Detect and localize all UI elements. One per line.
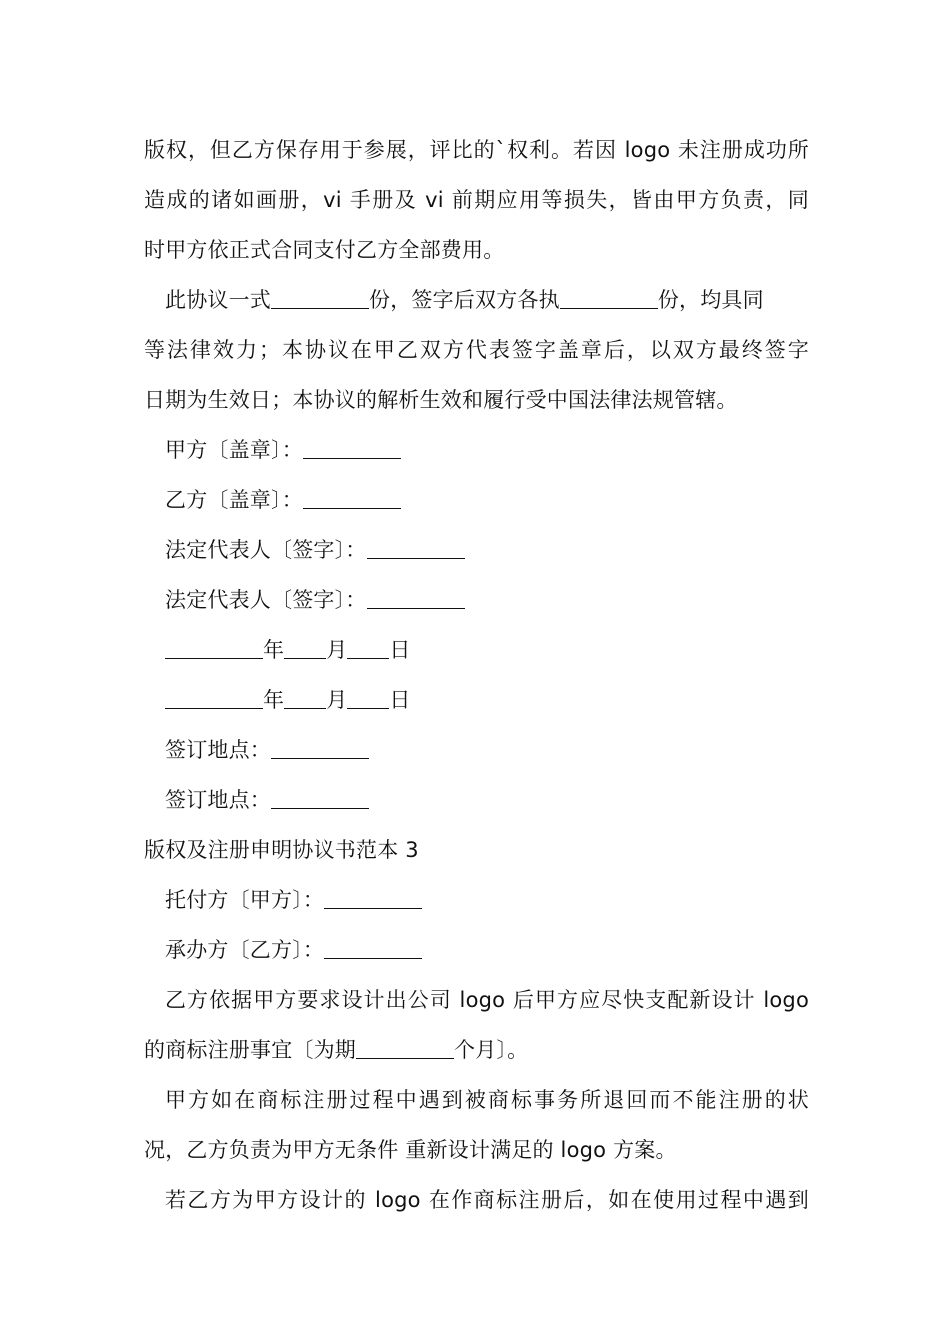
- fill-blank[interactable]: [367, 538, 465, 559]
- sign-place-line: [144, 725, 809, 775]
- signature-line-legal-rep: [144, 525, 809, 575]
- paragraph-line: [144, 275, 809, 325]
- fill-blank[interactable]: [324, 938, 422, 959]
- fill-blank[interactable]: [367, 588, 465, 609]
- fill-blank[interactable]: [324, 888, 422, 909]
- paragraph-line: 日期为生效日；本协议的解析生效和履行受中国法律法规管辖。: [144, 388, 738, 412]
- fill-blank-day[interactable]: [347, 638, 389, 659]
- date-line: [144, 675, 809, 725]
- fill-blank-month[interactable]: [284, 638, 326, 659]
- fill-blank[interactable]: [271, 288, 369, 309]
- fill-blank[interactable]: [303, 488, 401, 509]
- party-label: 承办方〔乙方〕：: [165, 938, 325, 962]
- paragraph-line: 乙方依据甲方要求设计出公司 logo 后甲方应尽快支配新设计 logo: [165, 988, 809, 1012]
- text-span: 的商标注册事宜〔为期: [144, 1038, 356, 1062]
- fill-blank[interactable]: [560, 288, 658, 309]
- fill-blank[interactable]: [356, 1038, 454, 1059]
- year-label: 年: [263, 688, 285, 712]
- signature-line-legal-rep: [144, 575, 809, 625]
- fill-blank[interactable]: [303, 438, 401, 459]
- fill-blank-month[interactable]: [284, 688, 326, 709]
- fill-blank-day[interactable]: [347, 688, 389, 709]
- paragraph-line: 版权，但乙方保存用于参展，评比的`权利。若因 logo 未注册成功所: [144, 138, 809, 162]
- paragraph-line: 甲方如在商标注册过程中遇到被商标事务所退回而不能注册的状: [165, 1088, 809, 1112]
- paragraph-line: 时甲方依正式合同支付乙方全部费用。: [144, 238, 505, 262]
- day-label: 日: [389, 638, 411, 662]
- day-label: 日: [389, 688, 411, 712]
- text-span: 此协议一式: [165, 288, 271, 312]
- fill-blank-year[interactable]: [165, 688, 263, 709]
- year-label: 年: [263, 638, 285, 662]
- paragraph-line: 若乙方为甲方设计的 logo 在作商标注册后，如在使用过程中遇到: [165, 1188, 809, 1212]
- party-contractor-line: [144, 925, 809, 975]
- signature-label: 乙方〔盖章〕：: [165, 488, 303, 512]
- sign-place-line: [144, 775, 809, 825]
- section-title: 版权及注册申明协议书范本 3: [144, 838, 419, 862]
- signature-line-party-a: [144, 425, 809, 475]
- signature-line-party-b: [144, 475, 809, 525]
- signature-label: 法定代表人〔签字〕：: [165, 588, 367, 612]
- fill-blank[interactable]: [271, 738, 369, 759]
- signature-label: 法定代表人〔签字〕：: [165, 538, 367, 562]
- document-body: [144, 125, 809, 1225]
- fill-blank-year[interactable]: [165, 638, 263, 659]
- text-span: 份，均具同: [657, 288, 764, 312]
- month-label: 月: [326, 688, 348, 712]
- paragraph-line: 况，乙方负责为甲方无条件 重新设计满足的 logo 方案。: [144, 1138, 677, 1162]
- party-client-line: [144, 875, 809, 925]
- text-span: 个月〕。: [454, 1038, 529, 1062]
- month-label: 月: [326, 638, 348, 662]
- paragraph-line: 造成的诸如画册，vi 手册及 vi 前期应用等损失，皆由甲方负责，同: [144, 188, 809, 212]
- paragraph-line: [144, 1025, 809, 1075]
- sign-place-label: 签订地点：: [165, 788, 271, 812]
- party-label: 托付方〔甲方〕：: [165, 888, 325, 912]
- paragraph-line: 等法律效力；本协议在甲乙双方代表签字盖章后，以双方最终签字: [144, 338, 809, 362]
- sign-place-label: 签订地点：: [165, 738, 271, 762]
- fill-blank[interactable]: [271, 788, 369, 809]
- date-line: [144, 625, 809, 675]
- signature-label: 甲方〔盖章〕：: [165, 438, 303, 462]
- text-span: 份，签字后双方各执: [369, 288, 560, 312]
